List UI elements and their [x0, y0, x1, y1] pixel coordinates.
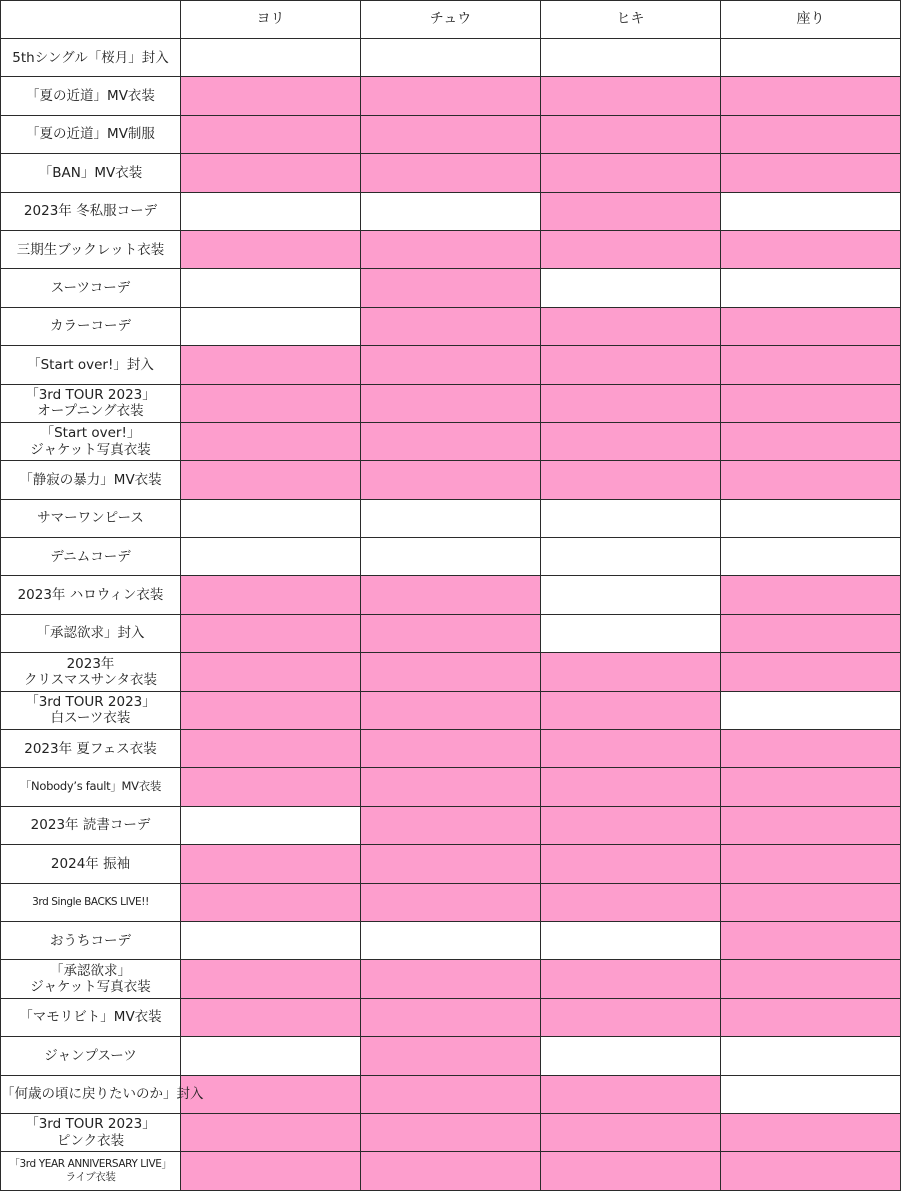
costume-name-cell	[1, 422, 181, 460]
costume-name-cell	[1, 653, 181, 691]
owned-cell-yori	[181, 499, 361, 537]
costume-name-subline: ジャケット写真衣装	[30, 979, 151, 996]
owned-cell-yori	[181, 1037, 361, 1075]
owned-cell-hiki	[541, 461, 721, 499]
costume-name-cell	[1, 230, 181, 268]
costume-name-subline: 白スーツ衣装	[50, 710, 131, 727]
costume-name-cell	[1, 461, 181, 499]
owned-cell-hiki	[541, 384, 721, 422]
costume-name-cell	[1, 730, 181, 768]
owned-cell-chuu	[361, 230, 541, 268]
owned-cell-yori	[181, 576, 361, 614]
owned-cell-hiki	[541, 77, 721, 115]
owned-cell-yori	[181, 653, 361, 691]
costume-name-cell	[1, 154, 181, 192]
owned-cell-suwari	[721, 192, 901, 230]
costume-name-cell	[1, 576, 181, 614]
owned-cell-suwari	[721, 845, 901, 883]
owned-cell-chuu	[361, 1075, 541, 1113]
table-row	[1, 422, 901, 460]
costume-name: スーツコーデ	[50, 279, 131, 296]
costume-name: 「3rd TOUR 2023」	[25, 694, 156, 711]
owned-cell-chuu	[361, 576, 541, 614]
costume-name-cell	[1, 77, 181, 115]
owned-cell-hiki	[541, 230, 721, 268]
owned-cell-chuu	[361, 1152, 541, 1190]
costume-name: 「静寂の暴力」MV衣装	[19, 471, 162, 488]
owned-cell-yori	[181, 77, 361, 115]
owned-cell-yori	[181, 806, 361, 844]
owned-cell-chuu	[361, 614, 541, 652]
owned-cell-hiki	[541, 1037, 721, 1075]
header-hiki: ヒキ	[541, 1, 721, 39]
owned-cell-suwari	[721, 960, 901, 998]
costume-name-cell	[1, 806, 181, 844]
owned-cell-hiki	[541, 691, 721, 729]
table-row	[1, 269, 901, 307]
costume-name: 2023年 夏フェス衣装	[24, 740, 157, 757]
owned-cell-yori	[181, 1152, 361, 1190]
costume-name-subline: ジャケット写真衣装	[30, 441, 151, 458]
corner-cell	[1, 1, 181, 39]
owned-cell-chuu	[361, 422, 541, 460]
table-row	[1, 1075, 901, 1113]
owned-cell-chuu	[361, 921, 541, 959]
owned-cell-suwari	[721, 39, 901, 77]
owned-cell-hiki	[541, 39, 721, 77]
owned-cell-hiki	[541, 614, 721, 652]
owned-cell-hiki	[541, 653, 721, 691]
table-row	[1, 883, 901, 921]
costume-name-cell	[1, 346, 181, 384]
table-row	[1, 499, 901, 537]
owned-cell-suwari	[721, 576, 901, 614]
owned-cell-suwari	[721, 538, 901, 576]
table-row	[1, 39, 901, 77]
owned-cell-chuu	[361, 1037, 541, 1075]
owned-cell-chuu	[361, 307, 541, 345]
costume-name: 「夏の近道」MV衣装	[26, 87, 155, 104]
costume-name-cell	[1, 192, 181, 230]
table-row	[1, 192, 901, 230]
owned-cell-suwari	[721, 1152, 901, 1190]
owned-cell-hiki	[541, 1075, 721, 1113]
owned-cell-yori	[181, 614, 361, 652]
table-row	[1, 346, 901, 384]
table-row	[1, 538, 901, 576]
costume-name-cell	[1, 1152, 181, 1190]
table-row	[1, 921, 901, 959]
owned-cell-suwari	[721, 998, 901, 1036]
owned-cell-chuu	[361, 115, 541, 153]
costume-name: 「3rd YEAR ANNIVERSARY LIVE」	[9, 1158, 172, 1171]
owned-cell-suwari	[721, 154, 901, 192]
table-row	[1, 960, 901, 998]
costume-name-cell	[1, 39, 181, 77]
owned-cell-hiki	[541, 768, 721, 806]
owned-cell-yori	[181, 39, 361, 77]
costume-name-cell	[1, 269, 181, 307]
owned-cell-chuu	[361, 691, 541, 729]
owned-cell-suwari	[721, 768, 901, 806]
table-row	[1, 576, 901, 614]
owned-cell-hiki	[541, 307, 721, 345]
owned-cell-chuu	[361, 845, 541, 883]
owned-cell-suwari	[721, 115, 901, 153]
owned-cell-hiki	[541, 845, 721, 883]
table-row	[1, 461, 901, 499]
owned-cell-hiki	[541, 960, 721, 998]
owned-cell-yori	[181, 691, 361, 729]
owned-cell-yori	[181, 883, 361, 921]
costume-name-cell	[1, 614, 181, 652]
costume-name: 「マモリビト」MV衣装	[19, 1009, 162, 1026]
costume-name-subline: ライブ衣装	[65, 1171, 116, 1184]
table-row	[1, 77, 901, 115]
owned-cell-yori	[181, 1113, 361, 1151]
owned-cell-chuu	[361, 384, 541, 422]
table-row	[1, 653, 901, 691]
owned-cell-chuu	[361, 768, 541, 806]
costume-name-subline: クリスマスサンタ衣装	[24, 671, 157, 688]
owned-cell-hiki	[541, 422, 721, 460]
owned-cell-chuu	[361, 154, 541, 192]
header-yori: ヨリ	[181, 1, 361, 39]
owned-cell-suwari	[721, 461, 901, 499]
costume-name-cell	[1, 883, 181, 921]
costume-name: 「Start over!」	[40, 425, 141, 442]
table-row	[1, 384, 901, 422]
owned-cell-suwari	[721, 269, 901, 307]
table-row	[1, 307, 901, 345]
costume-name: サマーワンピース	[37, 510, 144, 527]
costume-name-cell	[1, 845, 181, 883]
costume-name: 2023年	[66, 655, 115, 672]
table-row	[1, 806, 901, 844]
owned-cell-chuu	[361, 960, 541, 998]
owned-cell-yori	[181, 307, 361, 345]
owned-cell-yori	[181, 384, 361, 422]
owned-cell-yori	[181, 115, 361, 153]
owned-cell-yori	[181, 768, 361, 806]
owned-cell-yori	[181, 461, 361, 499]
owned-cell-yori	[181, 998, 361, 1036]
owned-cell-hiki	[541, 806, 721, 844]
costume-name: おうちコーデ	[50, 932, 131, 949]
owned-cell-hiki	[541, 730, 721, 768]
owned-cell-hiki	[541, 883, 721, 921]
header-chuu: チュウ	[361, 1, 541, 39]
table-row	[1, 998, 901, 1036]
table-row	[1, 614, 901, 652]
costume-name: 「承認欲求」	[50, 962, 131, 979]
costume-name-cell	[1, 691, 181, 729]
owned-cell-hiki	[541, 1113, 721, 1151]
owned-cell-hiki	[541, 1152, 721, 1190]
costume-name-cell	[1, 499, 181, 537]
owned-cell-yori	[181, 230, 361, 268]
costume-name-cell	[1, 1075, 204, 1113]
owned-cell-yori	[181, 422, 361, 460]
costume-name-cell	[1, 115, 181, 153]
owned-cell-suwari	[721, 1075, 901, 1113]
owned-cell-hiki	[541, 154, 721, 192]
owned-cell-chuu	[361, 538, 541, 576]
table-row	[1, 691, 901, 729]
costume-name: 2023年 冬私服コーデ	[23, 203, 158, 220]
table-row	[1, 1113, 901, 1151]
costume-name: 2024年 振袖	[50, 855, 131, 872]
costume-name-cell	[1, 998, 181, 1036]
table-row	[1, 1152, 901, 1190]
owned-cell-suwari	[721, 921, 901, 959]
owned-cell-chuu	[361, 883, 541, 921]
costume-name-cell	[1, 768, 181, 806]
table-body	[1, 39, 901, 1191]
costume-name: カラーコーデ	[50, 318, 131, 335]
owned-cell-suwari	[721, 1037, 901, 1075]
owned-cell-yori	[181, 921, 361, 959]
owned-cell-yori	[181, 538, 361, 576]
owned-cell-suwari	[721, 653, 901, 691]
costume-name: 「夏の近道」MV制服	[26, 126, 155, 143]
owned-cell-yori	[181, 1075, 361, 1113]
owned-cell-suwari	[721, 230, 901, 268]
owned-cell-hiki	[541, 576, 721, 614]
owned-cell-hiki	[541, 346, 721, 384]
owned-cell-chuu	[361, 1113, 541, 1151]
owned-cell-suwari	[721, 691, 901, 729]
owned-cell-suwari	[721, 730, 901, 768]
owned-cell-suwari	[721, 614, 901, 652]
owned-cell-chuu	[361, 653, 541, 691]
costume-name-cell	[1, 1113, 181, 1151]
owned-cell-chuu	[361, 77, 541, 115]
costume-name: 5thシングル「桜月」封入	[12, 49, 169, 66]
owned-cell-suwari	[721, 499, 901, 537]
owned-cell-hiki	[541, 192, 721, 230]
owned-cell-hiki	[541, 538, 721, 576]
costume-name: 「Nobody’s fault」MV衣装	[19, 779, 162, 794]
costume-name: 2023年 ハロウィン衣装	[17, 587, 164, 604]
owned-cell-chuu	[361, 998, 541, 1036]
owned-cell-yori	[181, 346, 361, 384]
costume-name-subline: ピンク衣装	[56, 1132, 125, 1149]
costume-name: 「承認欲求」封入	[36, 625, 145, 642]
owned-cell-suwari	[721, 422, 901, 460]
costume-name: 「BAN」MV衣装	[38, 164, 143, 181]
owned-cell-hiki	[541, 998, 721, 1036]
owned-cell-chuu	[361, 39, 541, 77]
costume-name: ジャンプスーツ	[44, 1047, 137, 1064]
costume-name-cell	[1, 921, 181, 959]
owned-cell-yori	[181, 154, 361, 192]
owned-cell-chuu	[361, 730, 541, 768]
costume-name-cell	[1, 1037, 181, 1075]
owned-cell-suwari	[721, 346, 901, 384]
owned-cell-suwari	[721, 806, 901, 844]
owned-cell-suwari	[721, 307, 901, 345]
table-row	[1, 154, 901, 192]
costume-name-cell	[1, 538, 181, 576]
table-row	[1, 115, 901, 153]
owned-cell-yori	[181, 730, 361, 768]
costume-name: デニムコーデ	[50, 548, 131, 565]
table-row	[1, 230, 901, 268]
costume-name-cell	[1, 960, 181, 998]
costume-name: 「3rd TOUR 2023」	[25, 387, 156, 404]
owned-cell-hiki	[541, 269, 721, 307]
owned-cell-chuu	[361, 192, 541, 230]
table-row	[1, 1037, 901, 1075]
owned-cell-chuu	[361, 269, 541, 307]
owned-cell-yori	[181, 960, 361, 998]
owned-cell-suwari	[721, 1113, 901, 1151]
table-row	[1, 768, 901, 806]
table-row	[1, 730, 901, 768]
owned-cell-yori	[181, 269, 361, 307]
owned-cell-yori	[181, 192, 361, 230]
costume-name: 「Start over!」封入	[27, 356, 154, 373]
owned-cell-suwari	[721, 883, 901, 921]
costume-name: 「何歳の頃に戻りたいのか」封入	[1, 1086, 204, 1103]
header-suwari: 座り	[721, 1, 901, 39]
costume-name-cell	[1, 384, 181, 422]
header-row	[1, 1, 901, 39]
costume-name: 2023年 読書コーデ	[30, 817, 151, 834]
owned-cell-chuu	[361, 461, 541, 499]
owned-cell-chuu	[361, 499, 541, 537]
owned-cell-chuu	[361, 806, 541, 844]
owned-cell-hiki	[541, 921, 721, 959]
owned-cell-chuu	[361, 346, 541, 384]
costume-name: 三期生ブックレット衣装	[16, 241, 165, 258]
costume-name-cell	[1, 307, 181, 345]
table-row	[1, 845, 901, 883]
owned-cell-hiki	[541, 115, 721, 153]
costume-name: 「3rd TOUR 2023」	[25, 1116, 156, 1133]
owned-cell-yori	[181, 845, 361, 883]
costume-name: 3rd Single BACKS LIVE!!	[32, 895, 149, 908]
owned-cell-suwari	[721, 384, 901, 422]
owned-cell-suwari	[721, 77, 901, 115]
costume-name-subline: オープニング衣装	[37, 403, 144, 420]
owned-cell-hiki	[541, 499, 721, 537]
